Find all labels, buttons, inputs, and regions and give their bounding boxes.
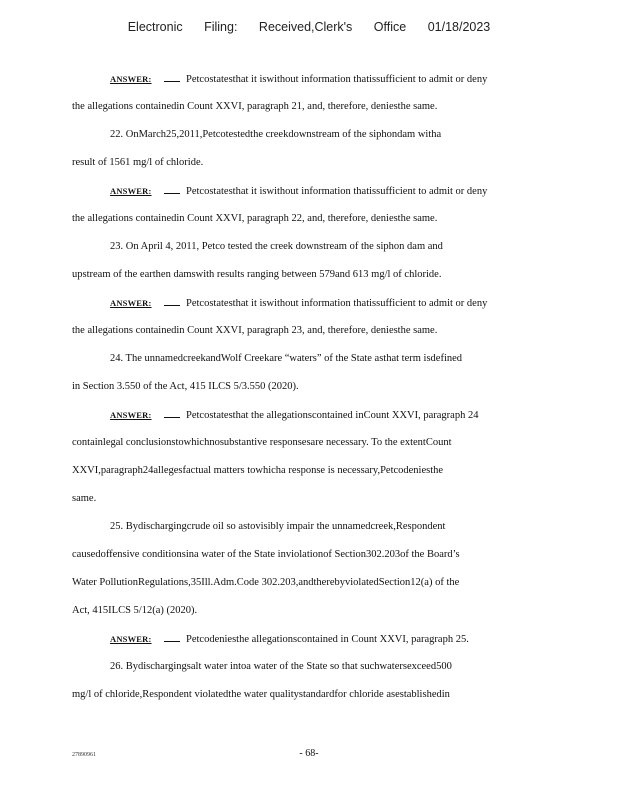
answer-text: Petcostatesthat it iswithout information thatissufficient to admit or deny [186, 74, 488, 85]
header-filing: Filing: [204, 20, 238, 34]
paragraph-24: 24. The unnamedcreekandWolf Creekare “waters” of the State asthat term isdefined [110, 353, 463, 364]
text-line: Water PollutionRegulations,35Ill.Adm.Code 302.203,andtherebyviolatedSection12(a) of the [72, 577, 460, 588]
text-line: mg/l of chloride,Respondent violatedthe water qualitystandardfor chloride asestablishedin [72, 689, 450, 700]
document-id: 27890961 [72, 752, 96, 758]
page-number: - 68- [299, 748, 319, 759]
answer-22 [110, 184, 487, 199]
header-office: Office [373, 20, 407, 34]
answer-23 [110, 296, 487, 311]
text-line: same. [72, 493, 97, 504]
answer-underline [164, 296, 180, 306]
text-line: the allegations containedin Count XXVI, paragraph 22, and, therefore, deniesthe same. [72, 213, 438, 224]
header-received: Received,Clerk's [258, 20, 353, 34]
answer-underline [164, 408, 180, 418]
answer-text: Petcostatesthat the allegationscontained inCount XXVI, paragraph 24 [186, 410, 479, 421]
paragraph-23: 23. On April 4, 2011, Petco tested the creek downstream of the siphon dam and [110, 241, 443, 252]
text-line: XXVI,paragraph24allegesfactual matters towhicha response is necessary,Petcodeniesthe [72, 465, 444, 476]
text-line: upstream of the earthen damswith results ranging between 579and 613 mg/l of chloride. [72, 269, 442, 280]
answer-underline [164, 72, 180, 82]
answer-text: Petcostatesthat it iswithout information thatissufficient to admit or deny [186, 186, 488, 197]
answer-label: ANSWER: [110, 634, 152, 644]
text-line: containlegal conclusionstowhichnosubstantive responsesare necessary. To the extentCount [72, 437, 452, 448]
answer-24 [110, 408, 478, 423]
paragraph-25: 25. Bydischargingcrude oil so astovisibly impair the unnamedcreek,Respondent [110, 521, 446, 532]
header-date: 01/18/2023 [427, 20, 491, 34]
answer-label: ANSWER: [110, 410, 152, 420]
answer-label: ANSWER: [110, 186, 152, 196]
text-line: the allegations containedin Count XXVI, paragraph 21, and, therefore, deniesthe same. [72, 101, 438, 112]
answer-text: Petcodeniesthe allegationscontained in Count XXVI, paragraph 25. [186, 634, 469, 645]
text-line: in Section 3.550 of the Act, 415 ILCS 5/3.550 (2020). [72, 381, 299, 392]
text-line: Act, 415ILCS 5/12(a) (2020). [72, 605, 198, 616]
answer-label: ANSWER: [110, 74, 152, 84]
text-line: causedoffensive conditionsina water of the State inviolationof Section302.203of the Board’s [72, 549, 460, 560]
answer-underline [164, 184, 180, 194]
answer-label: ANSWER: [110, 298, 152, 308]
answer-text: Petcostatesthat it iswithout information thatissufficient to admit or deny [186, 298, 488, 309]
answer-21 [110, 72, 487, 87]
filing-header [0, 20, 618, 34]
paragraph-22: 22. OnMarch25,2011,Petcotestedthe creekdownstream of the siphondam witha [110, 129, 442, 140]
text-line: result of 1561 mg/l of chloride. [72, 157, 204, 168]
paragraph-26: 26. Bydischargingsalt water intoa water of the State so that suchwatersexceed500 [110, 661, 452, 672]
header-electronic: Electronic [127, 20, 183, 34]
answer-25 [110, 632, 469, 647]
answer-underline [164, 632, 180, 642]
text-line: the allegations containedin Count XXVI, paragraph 23, and, therefore, deniesthe same. [72, 325, 438, 336]
